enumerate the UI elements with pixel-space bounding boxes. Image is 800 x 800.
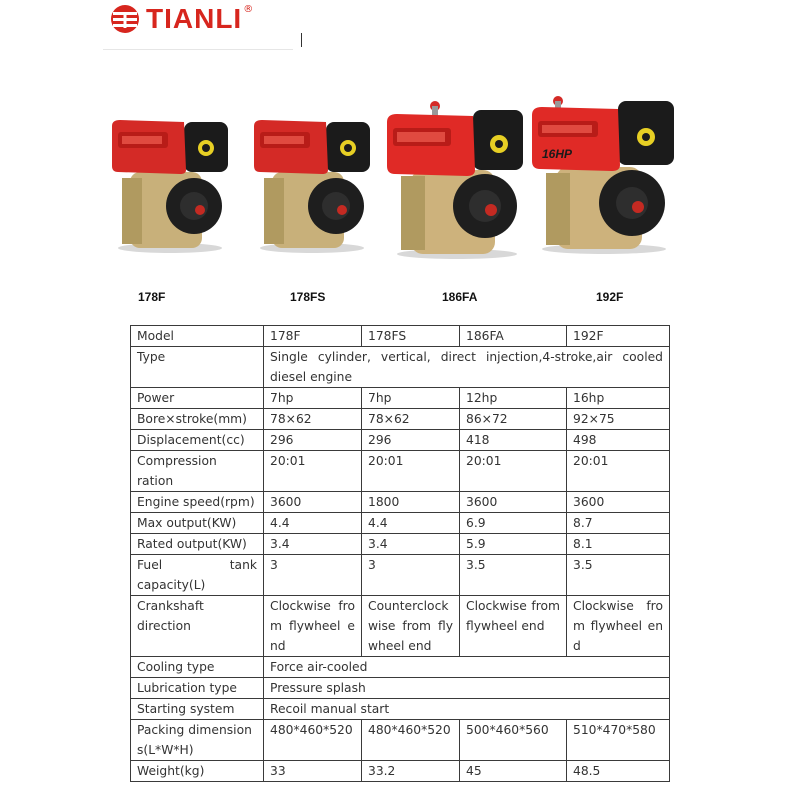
power-cell: 7hp bbox=[362, 388, 460, 409]
spec-table bbox=[130, 325, 670, 782]
brand-logo bbox=[110, 4, 253, 34]
engine-caption-192f: 192F bbox=[596, 290, 624, 304]
compression-cell: 20:01 bbox=[362, 451, 460, 492]
power-cell: 12hp bbox=[460, 388, 567, 409]
row-label: Rated output(KW) bbox=[131, 534, 264, 555]
diesel-engine-icon bbox=[108, 112, 230, 254]
diesel-engine-icon bbox=[528, 95, 678, 255]
packing-cell: 480*460*520 bbox=[264, 720, 362, 761]
cooling-cell: Force air-cooled bbox=[264, 657, 670, 678]
table-row-compression bbox=[131, 451, 670, 492]
rated-output-cell: 5.9 bbox=[460, 534, 567, 555]
rated-output-cell: 3.4 bbox=[264, 534, 362, 555]
header-divider bbox=[103, 49, 293, 50]
row-label bbox=[131, 596, 264, 657]
diesel-engine-icon bbox=[385, 100, 527, 260]
lubrication-cell: Pressure splash bbox=[264, 678, 670, 699]
registered-mark: ® bbox=[243, 3, 254, 15]
fuel-tank-cell: 3.5 bbox=[460, 555, 567, 596]
weight-cell: 45 bbox=[460, 761, 567, 782]
tianli-logo-icon bbox=[110, 4, 140, 34]
table-row-max-output bbox=[131, 513, 670, 534]
fuel-tank-cell: 3 bbox=[362, 555, 460, 596]
starting-cell: Recoil manual start bbox=[264, 699, 670, 720]
fuel-tank-cell: 3.5 bbox=[567, 555, 670, 596]
compression-cell: 20:01 bbox=[567, 451, 670, 492]
engine-speed-cell: 3600 bbox=[264, 492, 362, 513]
table-row-starting bbox=[131, 699, 670, 720]
weight-cell: 33 bbox=[264, 761, 362, 782]
model-cell: 178F bbox=[264, 326, 362, 347]
row-label: Type bbox=[131, 347, 264, 388]
compression-cell: 20:01 bbox=[460, 451, 567, 492]
engine-caption-186fa: 186FA bbox=[442, 290, 478, 304]
table-row-displacement bbox=[131, 430, 670, 451]
row-label-line: Fuel tank bbox=[137, 558, 257, 572]
displacement-cell: 296 bbox=[362, 430, 460, 451]
brand-name: TIANLI bbox=[146, 3, 243, 34]
packing-cell: 510*470*580 bbox=[567, 720, 670, 761]
table-row-bore-stroke bbox=[131, 409, 670, 430]
engine-image-192f bbox=[528, 95, 678, 255]
row-label: Starting system bbox=[131, 699, 264, 720]
engine-badge-text: 16HP bbox=[542, 147, 573, 161]
crankshaft-cell: Clockwise from flywheel end bbox=[460, 596, 567, 657]
row-label-line: ration bbox=[137, 474, 174, 488]
row-label: Engine speed(rpm) bbox=[131, 492, 264, 513]
row-label: Max output(KW) bbox=[131, 513, 264, 534]
compression-cell: 20:01 bbox=[264, 451, 362, 492]
table-row-engine-speed bbox=[131, 492, 670, 513]
diesel-engine-icon bbox=[250, 112, 372, 254]
row-label-line: capacity(L) bbox=[137, 578, 206, 592]
weight-cell: 33.2 bbox=[362, 761, 460, 782]
row-label-line: Compression bbox=[137, 454, 217, 468]
table-row-power bbox=[131, 388, 670, 409]
table-row-model bbox=[131, 326, 670, 347]
row-label bbox=[131, 555, 264, 596]
engine-image-178fs bbox=[250, 112, 372, 254]
row-label: Lubrication type bbox=[131, 678, 264, 699]
weight-cell: 48.5 bbox=[567, 761, 670, 782]
model-cell: 192F bbox=[567, 326, 670, 347]
displacement-cell: 498 bbox=[567, 430, 670, 451]
row-label: Bore×stroke(mm) bbox=[131, 409, 264, 430]
table-row-packing bbox=[131, 720, 670, 761]
table-row-fuel-tank bbox=[131, 555, 670, 596]
max-output-cell: 4.4 bbox=[362, 513, 460, 534]
row-label: Power bbox=[131, 388, 264, 409]
table-row-rated-output bbox=[131, 534, 670, 555]
engine-image-178f bbox=[108, 112, 230, 254]
row-label: Weight(kg) bbox=[131, 761, 264, 782]
rated-output-cell: 8.1 bbox=[567, 534, 670, 555]
text-cursor-mark bbox=[301, 33, 302, 47]
max-output-cell: 6.9 bbox=[460, 513, 567, 534]
crankshaft-cell: Counterclockwise from flywheel end bbox=[362, 596, 460, 657]
row-label: Displacement(cc) bbox=[131, 430, 264, 451]
table-row-crankshaft bbox=[131, 596, 670, 657]
table-row-type bbox=[131, 347, 670, 388]
bore-stroke-cell: 92×75 bbox=[567, 409, 670, 430]
type-cell: Single cylinder, vertical, direct injection,4-stroke,air cooled diesel engine bbox=[264, 347, 670, 388]
row-label: Cooling type bbox=[131, 657, 264, 678]
displacement-cell: 418 bbox=[460, 430, 567, 451]
model-cell: 178FS bbox=[362, 326, 460, 347]
row-label bbox=[131, 451, 264, 492]
engine-caption-178f: 178F bbox=[138, 290, 166, 304]
max-output-cell: 4.4 bbox=[264, 513, 362, 534]
power-cell: 7hp bbox=[264, 388, 362, 409]
rated-output-cell: 3.4 bbox=[362, 534, 460, 555]
engine-speed-cell: 3600 bbox=[460, 492, 567, 513]
power-cell: 16hp bbox=[567, 388, 670, 409]
row-label-line: direction bbox=[137, 619, 191, 633]
engine-caption-178fs: 178FS bbox=[290, 290, 326, 304]
packing-cell: 480*460*520 bbox=[362, 720, 460, 761]
row-label-line: Crankshaft bbox=[137, 599, 204, 613]
packing-cell: 500*460*560 bbox=[460, 720, 567, 761]
fuel-tank-cell: 3 bbox=[264, 555, 362, 596]
table-row-cooling bbox=[131, 657, 670, 678]
table-row-weight bbox=[131, 761, 670, 782]
model-cell: 186FA bbox=[460, 326, 567, 347]
row-label: Packing dimensions(L*W*H) bbox=[131, 720, 264, 761]
engine-speed-cell: 1800 bbox=[362, 492, 460, 513]
crankshaft-cell: Clockwise from flywheel end bbox=[264, 596, 362, 657]
crankshaft-cell: Clockwise from flywheel end bbox=[567, 596, 670, 657]
engine-image-186fa bbox=[385, 100, 527, 260]
max-output-cell: 8.7 bbox=[567, 513, 670, 534]
table-row-lubrication bbox=[131, 678, 670, 699]
bore-stroke-cell: 78×62 bbox=[362, 409, 460, 430]
bore-stroke-cell: 78×62 bbox=[264, 409, 362, 430]
bore-stroke-cell: 86×72 bbox=[460, 409, 567, 430]
displacement-cell: 296 bbox=[264, 430, 362, 451]
engine-speed-cell: 3600 bbox=[567, 492, 670, 513]
row-label: Model bbox=[131, 326, 264, 347]
